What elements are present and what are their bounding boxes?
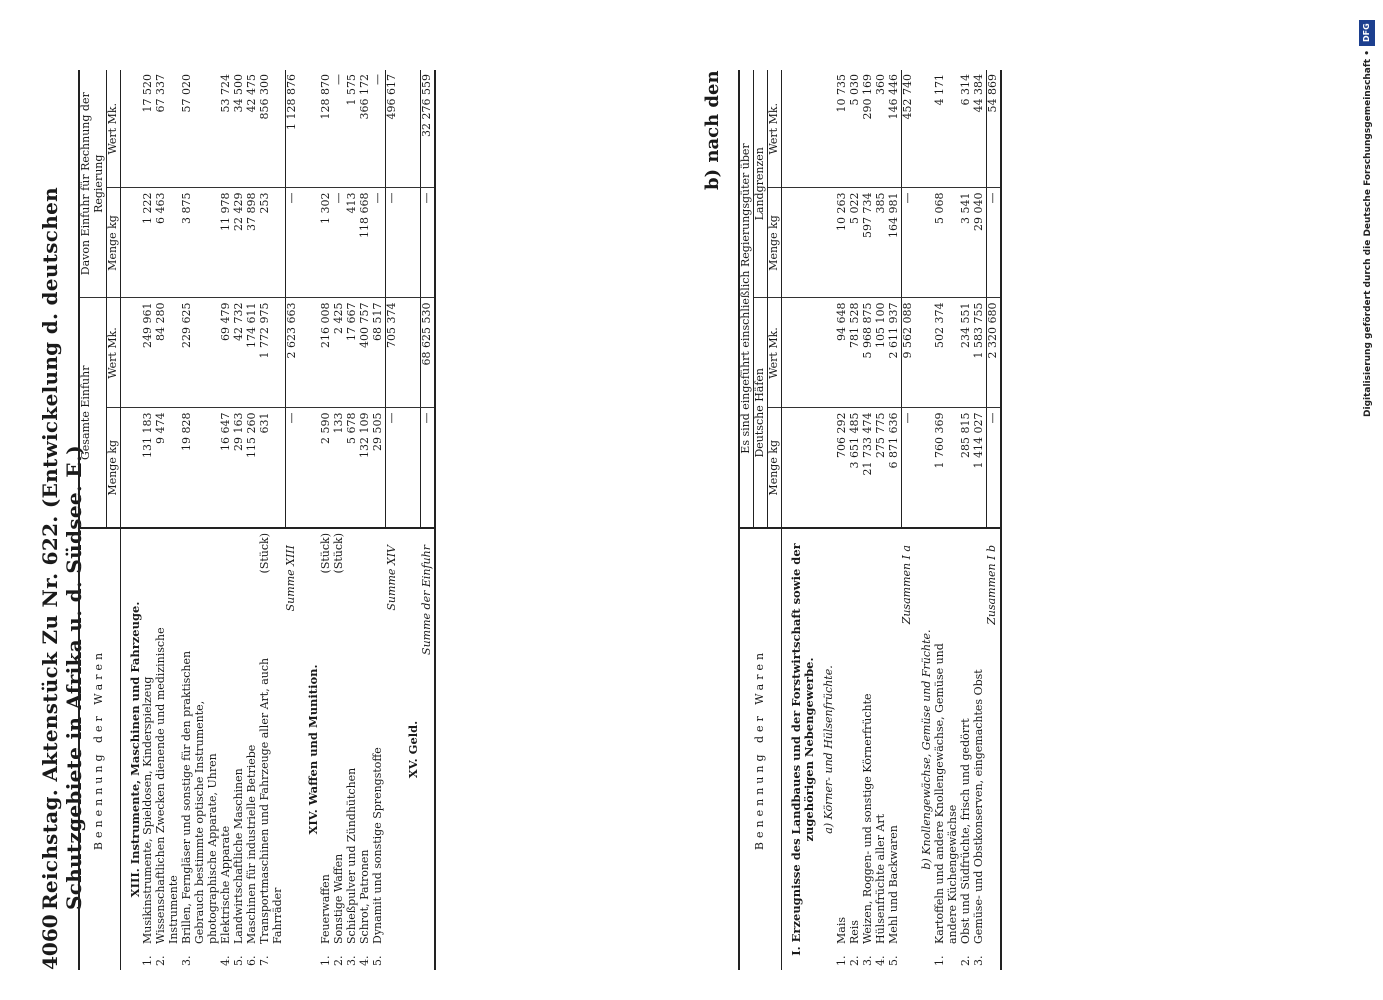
value-cell: 68 517 bbox=[372, 298, 385, 408]
value-cell: 1 772 975 bbox=[259, 298, 285, 408]
section-title: XIII. Instrumente, Maschinen und Fahrzeuge. bbox=[127, 601, 142, 898]
item-number: 2. bbox=[847, 955, 861, 966]
item-unit: (Stück) bbox=[258, 533, 272, 574]
empty-cell bbox=[399, 298, 421, 408]
table-row bbox=[320, 70, 333, 970]
land-qty-header: Menge kg bbox=[767, 188, 781, 298]
item-name-text: Transportmaschinen und Fahrzeuge aller Art, auch Fahrräder bbox=[258, 657, 285, 944]
item-name-text: Weizen, Roggen- und sonstige Körnerfrüchte bbox=[860, 693, 874, 944]
sum-qty: — bbox=[901, 408, 914, 528]
credit-line: Digitalisierung gefördert durch die Deutsche Forschungsgemeinschaft • bbox=[1363, 50, 1373, 417]
item-number: 1. bbox=[319, 955, 333, 966]
item-name bbox=[888, 608, 901, 948]
sum-label: Summe XIII bbox=[284, 545, 298, 612]
table-row bbox=[817, 70, 836, 970]
land-header: Landgrenzen bbox=[753, 70, 767, 298]
item-number: 3. bbox=[180, 955, 194, 966]
value-cell: 1 583 755 bbox=[973, 298, 986, 408]
item-unit bbox=[142, 528, 155, 608]
empty-cell bbox=[817, 188, 836, 298]
item-name bbox=[155, 608, 181, 948]
sub-value-cell: 67 337 bbox=[155, 70, 181, 188]
item-number: 5. bbox=[232, 955, 246, 966]
table-row bbox=[986, 70, 1000, 970]
empty-cell bbox=[299, 408, 321, 528]
sum-value: 2 623 663 bbox=[285, 298, 298, 408]
qty-cell: 275 775 bbox=[875, 408, 888, 528]
value-cell: 234 551 bbox=[960, 298, 973, 408]
gov-value-header: Wert Mk. bbox=[106, 70, 120, 188]
item-name bbox=[181, 608, 220, 948]
table-row bbox=[299, 70, 321, 970]
sub-qty-cell: — bbox=[333, 188, 346, 298]
table-row bbox=[781, 70, 817, 970]
sub-qty-cell: 1 302 bbox=[320, 188, 333, 298]
item-name bbox=[836, 608, 849, 948]
empty-cell bbox=[817, 70, 836, 188]
goods-header: Benennung der Waren bbox=[79, 528, 120, 970]
sub-qty-cell: 6 463 bbox=[155, 188, 181, 298]
item-number: 3. bbox=[971, 955, 985, 966]
sub-value-cell: 146 446 bbox=[888, 70, 901, 188]
item-name-text: Reis bbox=[847, 920, 861, 944]
empty-cell bbox=[399, 70, 421, 188]
gov-qty-header: Menge kg bbox=[106, 188, 120, 298]
value-cell: 17 667 bbox=[346, 298, 359, 408]
item-name-text: Maschinen für industrielle Betriebe bbox=[245, 744, 259, 944]
sub-qty-cell: 1 222 bbox=[142, 188, 155, 298]
empty-cell bbox=[817, 408, 836, 528]
table-2-body bbox=[781, 70, 1000, 970]
item-unit bbox=[346, 528, 359, 608]
sum-sub-value: 452 740 bbox=[901, 70, 914, 188]
value-cell: 94 648 bbox=[836, 298, 849, 408]
sum-sub-value: 32 276 559 bbox=[421, 70, 435, 188]
item-number: 5. bbox=[886, 955, 900, 966]
table-row bbox=[386, 70, 399, 970]
qty-cell: 285 815 bbox=[960, 408, 973, 528]
table-row bbox=[915, 70, 934, 970]
value-cell: 42 732 bbox=[233, 298, 246, 408]
item-number: 1. bbox=[141, 955, 155, 966]
sub-qty-cell: 413 bbox=[346, 188, 359, 298]
value-cell: 84 280 bbox=[155, 298, 181, 408]
sum-qty: — bbox=[421, 408, 435, 528]
value-cell: 105 100 bbox=[875, 298, 888, 408]
item-unit bbox=[849, 528, 862, 608]
sub-value-cell: 44 384 bbox=[973, 70, 986, 188]
sub-value-cell: 53 724 bbox=[220, 70, 233, 188]
table-row bbox=[934, 70, 960, 970]
empty-cell bbox=[299, 298, 321, 408]
sum-qty: — bbox=[285, 408, 298, 528]
page-title: Reichstag. Aktenstück Zu Nr. 622. (Entwickelung d. deutschen Schutzgebiete in Afrika u. d. Südsee. E.) bbox=[38, 187, 86, 910]
item-unit bbox=[960, 528, 973, 608]
item-unit bbox=[359, 528, 372, 608]
item-number: 4. bbox=[873, 955, 887, 966]
item-name-text: Feuerwaffen bbox=[319, 874, 333, 944]
value-cell: 2 611 937 bbox=[888, 298, 901, 408]
table-row bbox=[372, 70, 385, 970]
sum-value: 705 374 bbox=[386, 298, 399, 408]
qty-cell: 16 647 bbox=[220, 408, 233, 528]
empty-cell bbox=[915, 298, 934, 408]
sub-value-cell: 1 575 bbox=[346, 70, 359, 188]
sum-value: 2 320 680 bbox=[986, 298, 1000, 408]
empty-cell bbox=[399, 408, 421, 528]
sum-qty: — bbox=[986, 408, 1000, 528]
land-value-header: Wert Mk. bbox=[767, 70, 781, 188]
sub-qty-cell: 385 bbox=[875, 188, 888, 298]
table-1-body bbox=[120, 70, 435, 970]
table-row bbox=[399, 70, 421, 970]
sub-value-cell: — bbox=[333, 70, 346, 188]
value-cell: 69 479 bbox=[220, 298, 233, 408]
sum-label: Zusammen I a bbox=[900, 545, 914, 625]
table-row bbox=[421, 70, 435, 970]
sub-value-cell: 10 735 bbox=[836, 70, 849, 188]
section-title: XIV. Waffen und Munition. bbox=[305, 664, 320, 835]
table-row bbox=[888, 70, 901, 970]
item-number: 6. bbox=[245, 955, 259, 966]
qty-cell: 115 260 bbox=[246, 408, 259, 528]
qty-cell: 631 bbox=[259, 408, 285, 528]
value-cell: 174 611 bbox=[246, 298, 259, 408]
item-unit bbox=[934, 528, 960, 608]
page-number: 4060 bbox=[38, 914, 62, 970]
item-name bbox=[973, 608, 986, 948]
item-name bbox=[934, 608, 960, 948]
section-title: XV. Geld. bbox=[405, 720, 420, 779]
subsection-b-label: b) nach den bbox=[702, 70, 723, 190]
value-cell: 216 008 bbox=[320, 298, 333, 408]
ports-value-header: Wert Mk. bbox=[767, 298, 781, 408]
table-row bbox=[901, 70, 914, 970]
sub-value-cell: 4 171 bbox=[934, 70, 960, 188]
item-number: 3. bbox=[860, 955, 874, 966]
section-title: b) Knollengewächse, Gemüse und Früchte. bbox=[919, 629, 933, 870]
sub-qty-cell: 29 040 bbox=[973, 188, 986, 298]
section-title: a) Körner- und Hülsenfrüchte. bbox=[822, 665, 836, 834]
item-unit bbox=[220, 528, 233, 608]
sum-sub-qty: — bbox=[421, 188, 435, 298]
qty-cell: 6 871 636 bbox=[888, 408, 901, 528]
item-name-text: Landwirtschaftliche Maschinen bbox=[232, 768, 246, 944]
sum-sub-value: 54 869 bbox=[986, 70, 1000, 188]
sum-sub-qty: — bbox=[986, 188, 1000, 298]
item-number: 4. bbox=[358, 955, 372, 966]
imports-via-header: Es sind eingeführt einschließlich Regierungsgüter über bbox=[739, 70, 753, 528]
sum-label: Summe XIV bbox=[384, 545, 398, 611]
sub-value-cell: 128 870 bbox=[320, 70, 333, 188]
import-table-2 bbox=[738, 70, 1002, 970]
item-unit: (Stück) bbox=[332, 533, 346, 574]
item-name-text: Dynamit und sonstige Sprengstoffe bbox=[371, 747, 385, 944]
item-unit bbox=[836, 528, 849, 608]
item-number: 1. bbox=[835, 955, 848, 966]
empty-cell bbox=[915, 408, 934, 528]
value-header: Wert Mk. bbox=[106, 298, 120, 408]
ports-header: Deutsche Häfen bbox=[753, 298, 767, 528]
sub-value-cell: 42 475 bbox=[246, 70, 259, 188]
qty-cell: 131 183 bbox=[142, 408, 155, 528]
sub-qty-cell: 164 981 bbox=[888, 188, 901, 298]
sub-qty-cell: 10 263 bbox=[836, 188, 849, 298]
item-unit: (Stück) bbox=[319, 533, 333, 574]
goods-header-2: Benennung der Waren bbox=[739, 528, 781, 970]
item-number: 5. bbox=[371, 955, 385, 966]
item-unit bbox=[233, 528, 246, 608]
sub-qty-cell: 5 022 bbox=[849, 188, 862, 298]
item-name-text: Sonstige Waffen bbox=[332, 853, 346, 944]
sub-value-cell: 6 314 bbox=[960, 70, 973, 188]
sum-sub-qty: — bbox=[285, 188, 298, 298]
sub-value-cell: — bbox=[372, 70, 385, 188]
table-row bbox=[155, 70, 181, 970]
sum-label: Zusammen I b bbox=[985, 545, 999, 625]
sum-sub-qty: — bbox=[901, 188, 914, 298]
digitization-sidebar bbox=[1355, 10, 1377, 1000]
qty-cell: 1 760 369 bbox=[934, 408, 960, 528]
sub-qty-cell: 597 734 bbox=[862, 188, 875, 298]
total-import-header: Gesamte Einfuhr bbox=[79, 298, 106, 528]
sub-qty-cell: 118 668 bbox=[359, 188, 372, 298]
sub-qty-cell: — bbox=[372, 188, 385, 298]
empty-cell bbox=[781, 70, 817, 188]
empty-cell bbox=[915, 188, 934, 298]
item-name-text: Mais bbox=[835, 917, 848, 944]
table-row bbox=[259, 70, 285, 970]
qty-cell: 3 651 485 bbox=[849, 408, 862, 528]
table-row bbox=[973, 70, 986, 970]
empty-cell bbox=[399, 188, 421, 298]
item-unit bbox=[181, 528, 220, 608]
empty-cell bbox=[781, 188, 817, 298]
item-unit bbox=[888, 528, 901, 608]
item-number: 4. bbox=[219, 955, 233, 966]
item-name-text: Gemüse- und Obstkonserven, eingemachtes Obst bbox=[971, 669, 985, 944]
value-cell: 229 625 bbox=[181, 298, 220, 408]
value-cell: 400 757 bbox=[359, 298, 372, 408]
item-name-text: Mehl und Backwaren bbox=[886, 825, 900, 944]
item-name-text: Schrot, Patronen bbox=[358, 849, 372, 944]
sum-sub-value: 1 128 876 bbox=[285, 70, 298, 188]
item-unit bbox=[875, 528, 888, 608]
sum-sub-value: 496 617 bbox=[386, 70, 399, 188]
sub-value-cell: 366 172 bbox=[359, 70, 372, 188]
empty-cell bbox=[781, 298, 817, 408]
qty-cell: 132 109 bbox=[359, 408, 372, 528]
sub-value-cell: 360 bbox=[875, 70, 888, 188]
empty-cell bbox=[781, 408, 817, 528]
empty-cell bbox=[817, 298, 836, 408]
sub-qty-cell: 3 875 bbox=[181, 188, 220, 298]
empty-cell bbox=[915, 70, 934, 188]
sub-qty-cell: 37 898 bbox=[246, 188, 259, 298]
gov-import-header: Davon Einfuhr für Rechnung der Regierung bbox=[79, 70, 106, 298]
item-number: 1. bbox=[932, 955, 946, 966]
item-name bbox=[259, 608, 285, 948]
value-cell: 2 425 bbox=[333, 298, 346, 408]
qty-cell: 2 590 bbox=[320, 408, 333, 528]
qty-cell: 9 474 bbox=[155, 408, 181, 528]
value-cell: 5 968 875 bbox=[862, 298, 875, 408]
item-number: 2. bbox=[154, 955, 168, 966]
item-name-text: Musikinstrumente, Spieldosen, Kinderspielzeug bbox=[141, 676, 155, 944]
sub-value-cell: 34 500 bbox=[233, 70, 246, 188]
item-name bbox=[372, 608, 385, 948]
value-cell: 502 374 bbox=[934, 298, 960, 408]
item-number: 3. bbox=[345, 955, 359, 966]
rotated-page bbox=[30, 70, 1340, 970]
section-title: I. Erzeugnisse des Landbaues und der Forstwirtschaft sowie der zugehörigen Nebengewerbe. bbox=[788, 543, 817, 956]
item-name-text: Obst und Südfrüchte, frisch und gedörrt bbox=[958, 718, 972, 944]
sub-qty-cell: 5 068 bbox=[934, 188, 960, 298]
qty-cell: 5 678 bbox=[346, 408, 359, 528]
item-unit bbox=[973, 528, 986, 608]
item-name-text: Elektrische Apparate bbox=[219, 825, 233, 944]
qty-cell: 19 828 bbox=[181, 408, 220, 528]
item-number: 7. bbox=[258, 955, 272, 966]
sum-qty: — bbox=[386, 408, 399, 528]
table-row bbox=[181, 70, 220, 970]
empty-cell bbox=[299, 188, 321, 298]
sub-value-cell: 856 300 bbox=[259, 70, 285, 188]
sub-qty-cell: 253 bbox=[259, 188, 285, 298]
empty-cell bbox=[299, 70, 321, 188]
sub-value-cell: 17 520 bbox=[142, 70, 155, 188]
table-row bbox=[285, 70, 298, 970]
item-name-text: Hülsenfrüchte aller Art bbox=[873, 813, 887, 944]
sub-value-cell: 5 030 bbox=[849, 70, 862, 188]
qty-cell: 706 292 bbox=[836, 408, 849, 528]
ports-qty-header: Menge kg bbox=[767, 408, 781, 528]
sub-qty-cell: 3 541 bbox=[960, 188, 973, 298]
item-unit bbox=[372, 528, 385, 608]
item-name-text: Wissenschaftlichen Zwecken dienende und medizinische Instrumente bbox=[154, 627, 181, 944]
item-name-text: Brillen, Ferngläser und sonstige für den praktischen Gebrauch bestimmte optische Instrumente, photographische Apparate, Uhren bbox=[180, 650, 220, 944]
value-cell: 781 528 bbox=[849, 298, 862, 408]
item-number: 2. bbox=[332, 955, 346, 966]
sub-value-cell: 57 020 bbox=[181, 70, 220, 188]
qty-cell: 133 bbox=[333, 408, 346, 528]
import-table-1 bbox=[78, 70, 436, 970]
sub-qty-cell: 22 429 bbox=[233, 188, 246, 298]
item-name-text: Schießpulver und Zündhütchen bbox=[345, 767, 359, 944]
sum-label: Summe der Einfuhr bbox=[419, 545, 433, 655]
sub-value-cell: 290 169 bbox=[862, 70, 875, 188]
qty-cell: 29 163 bbox=[233, 408, 246, 528]
sum-sub-qty: — bbox=[386, 188, 399, 298]
qty-cell: 29 505 bbox=[372, 408, 385, 528]
qty-header: Menge kg bbox=[106, 408, 120, 528]
sub-qty-cell: 11 978 bbox=[220, 188, 233, 298]
item-name-text: Kartoffeln und andere Knollengewächse, Gemüse und andere Küchengewächse bbox=[932, 643, 959, 944]
qty-cell: 1 414 027 bbox=[973, 408, 986, 528]
qty-cell: 21 733 474 bbox=[862, 408, 875, 528]
item-unit bbox=[155, 528, 181, 608]
dfg-logo: DFG bbox=[1359, 20, 1375, 46]
sum-value: 68 625 530 bbox=[421, 298, 435, 408]
sum-value: 9 562 088 bbox=[901, 298, 914, 408]
item-number: 2. bbox=[958, 955, 972, 966]
item-unit bbox=[862, 528, 875, 608]
value-cell: 249 961 bbox=[142, 298, 155, 408]
